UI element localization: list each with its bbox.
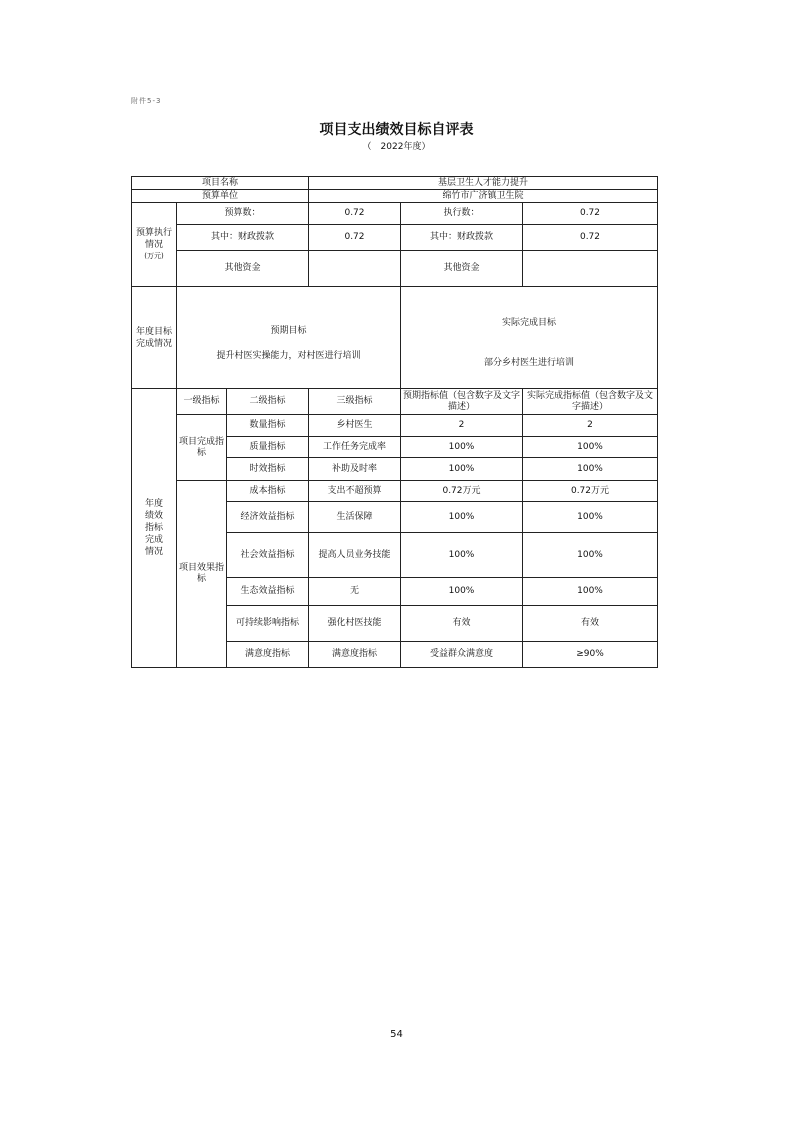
row2-level2: 时效指标 (227, 458, 309, 481)
other-budget-value (309, 251, 401, 287)
row0-level2: 数量指标 (227, 415, 309, 437)
goals-row (132, 287, 658, 389)
other-budget-label: 其他资金 (177, 251, 309, 287)
budget-unit-value: 绵竹市广济镇卫生院 (309, 190, 658, 203)
row6-actual: 100% (523, 578, 658, 606)
goals-section-title: 年度目标完成情况 (135, 326, 172, 349)
header-level2: 二级指标 (227, 389, 309, 415)
row2-actual: 100% (523, 458, 658, 481)
indicator-row (132, 415, 658, 437)
row8-level2: 满意度指标 (309, 642, 401, 668)
actual-goal-header: 实际完成目标 (501, 318, 556, 328)
header-level3: 三级指标 (309, 389, 401, 415)
row5-level2: 社会效益指标 (227, 533, 309, 578)
level1-satisfaction: 满意度指标 (227, 642, 309, 668)
level1-effect: 项目效果指标 (177, 481, 227, 668)
budget-section-unit: (万元) (144, 252, 164, 260)
level1-completion: 项目完成指标 (177, 415, 227, 481)
page-number: 54 (390, 1029, 403, 1040)
project-name-label: 项目名称 (132, 177, 309, 190)
indicator-header-row (132, 389, 658, 415)
row7-actual: 有效 (523, 606, 658, 642)
other-funds-row (132, 251, 658, 287)
year-label: （ 2022年度） (362, 142, 431, 152)
budget-count-label: 预算数： (177, 203, 309, 225)
row8-level3: 受益群众满意度 (401, 642, 523, 668)
row3-level2: 成本指标 (227, 481, 309, 502)
row7-level2: 可持续影响指标 (227, 606, 309, 642)
actual-goal-text: 部分乡村医生进行培训 (483, 358, 574, 368)
row4-level2: 经济效益指标 (227, 502, 309, 533)
fiscal-exec-value: 0.72 (523, 225, 658, 251)
row5-expected: 100% (401, 533, 523, 578)
budget-count-value: 0.72 (309, 203, 401, 225)
budget-section-title: 预算执行情况 (135, 228, 172, 250)
row6-expected: 100% (401, 578, 523, 606)
fiscal-row (132, 225, 658, 251)
row5-level3: 提高人员业务技能 (309, 533, 401, 578)
expected-goal-text: 提升村医实操能力，对村医进行培训 (216, 350, 361, 361)
fiscal-exec-label: 其中：财政拨款 (401, 225, 523, 251)
row5-actual: 100% (523, 533, 658, 578)
fiscal-budget-label: 其中：财政拨款 (177, 225, 309, 251)
row4-actual: 100% (523, 502, 658, 533)
budget-unit-row (132, 190, 658, 203)
budget-unit-label: 预算单位 (132, 190, 309, 203)
indicator-section-label (132, 389, 177, 668)
row7-level3: 强化村医技能 (309, 606, 401, 642)
header-level1: 一级指标 (177, 389, 227, 415)
row1-level3: 工作任务完成率 (309, 437, 401, 458)
row8-expected: ≥90% (523, 642, 658, 668)
other-exec-value (523, 251, 658, 287)
expected-goal-cell (177, 287, 401, 389)
other-exec-label: 其他资金 (401, 251, 523, 287)
goals-section-label (132, 287, 177, 389)
budget-count-row (132, 203, 658, 225)
budget-section-label (132, 203, 177, 287)
row4-expected: 100% (401, 502, 523, 533)
row0-expected: 2 (401, 415, 523, 437)
row1-level2: 质量指标 (227, 437, 309, 458)
row3-actual: 0.72万元 (523, 481, 658, 502)
row1-actual: 100% (523, 437, 658, 458)
evaluation-table (131, 176, 658, 668)
row4-level3: 生活保障 (309, 502, 401, 533)
row6-level2: 生态效益指标 (227, 578, 309, 606)
row3-expected: 0.72万元 (401, 481, 523, 502)
row0-level3: 乡村医生 (309, 415, 401, 437)
actual-goal-cell (401, 287, 658, 389)
row2-level3: 补助及时率 (309, 458, 401, 481)
row3-level3: 支出不超预算 (309, 481, 401, 502)
exec-count-value: 0.72 (523, 203, 658, 225)
row7-expected: 有效 (401, 606, 523, 642)
project-name-value: 基层卫生人才能力提升 (309, 177, 658, 190)
attachment-mark: 附件5-3 (131, 97, 162, 105)
project-name-row (132, 177, 658, 190)
row0-actual: 2 (523, 415, 658, 437)
expected-goal-header: 预期目标 (270, 325, 307, 336)
header-actual: 实际完成指标值（包含数字及文字描述） (523, 389, 658, 415)
page-title: 项目支出绩效目标自评表 (319, 122, 474, 138)
indicator-section-title: 年度绩效指标完成情况 (144, 499, 163, 557)
indicator-row (132, 481, 658, 502)
row2-expected: 100% (401, 458, 523, 481)
row1-expected: 100% (401, 437, 523, 458)
fiscal-budget-value: 0.72 (309, 225, 401, 251)
header-expected: 预期指标值（包含数字及文字描述） (401, 389, 523, 415)
exec-count-label: 执行数： (401, 203, 523, 225)
row6-level3: 无 (309, 578, 401, 606)
